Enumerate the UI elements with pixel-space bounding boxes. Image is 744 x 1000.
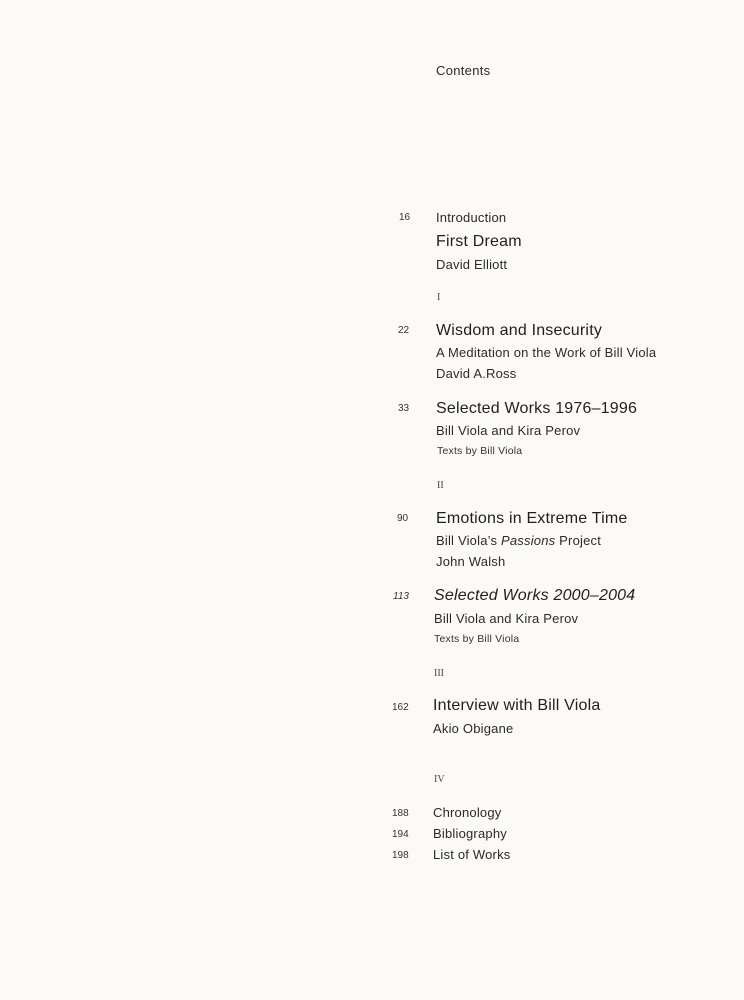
entry-title-wisdom: Wisdom and Insecurity — [436, 322, 603, 339]
page-number-emotions: 90 — [397, 513, 409, 524]
page-number-selected-1976: 33 — [398, 403, 410, 414]
entry-title-selected-2000: Selected Works 2000–2004 — [434, 587, 636, 604]
entry-note-selected-2000: Texts by Bill Viola — [434, 633, 520, 645]
entry-title-interview: Interview with Bill Viola — [433, 697, 601, 714]
entry-author-emotions: John Walsh — [436, 554, 506, 569]
part-numeral-1: I — [437, 292, 441, 303]
part-numeral-3: III — [434, 668, 444, 679]
page-number-interview: 162 — [392, 702, 409, 713]
entry-subtitle-emotions — [436, 534, 601, 547]
entry-title-emotions: Emotions in Extreme Time — [436, 510, 628, 527]
page-number-list-of-works: 198 — [392, 850, 409, 861]
part-numeral-2: II — [437, 480, 444, 491]
list-item-list-of-works: List of Works — [433, 847, 511, 862]
entry-subtitle-selected-1976: Bill Viola and Kira Perov — [436, 423, 581, 438]
entry-note-selected-1976: Texts by Bill Viola — [437, 445, 523, 457]
page-number-selected-2000: 113 — [393, 591, 409, 602]
part-numeral-4: IV — [434, 774, 445, 785]
page-title: Contents — [436, 63, 491, 78]
entry-title-first-dream: First Dream — [436, 233, 522, 250]
entry-subtitle-wisdom: A Meditation on the Work of Bill Viola — [436, 345, 657, 360]
page-number-wisdom: 22 — [398, 325, 410, 336]
entry-author-wisdom: David A.Ross — [436, 366, 517, 381]
subtitle-text-italic: Passions — [501, 533, 556, 548]
page-number-chronology: 188 — [392, 808, 409, 819]
section-label-introduction: Introduction — [436, 210, 507, 225]
entry-author-interview: Akio Obigane — [433, 721, 514, 736]
list-item-bibliography: Bibliography — [433, 826, 507, 841]
page-number-bibliography: 194 — [392, 829, 409, 840]
subtitle-text-post: Project — [555, 533, 602, 548]
entry-subtitle-selected-2000: Bill Viola and Kira Perov — [434, 611, 579, 626]
page-number-introduction: 16 — [399, 212, 411, 223]
subtitle-text-pre: Bill Viola’s — [436, 533, 501, 548]
entry-title-selected-1976: Selected Works 1976–1996 — [436, 400, 638, 417]
list-item-chronology: Chronology — [433, 805, 502, 820]
entry-author-introduction: David Elliott — [436, 257, 508, 272]
